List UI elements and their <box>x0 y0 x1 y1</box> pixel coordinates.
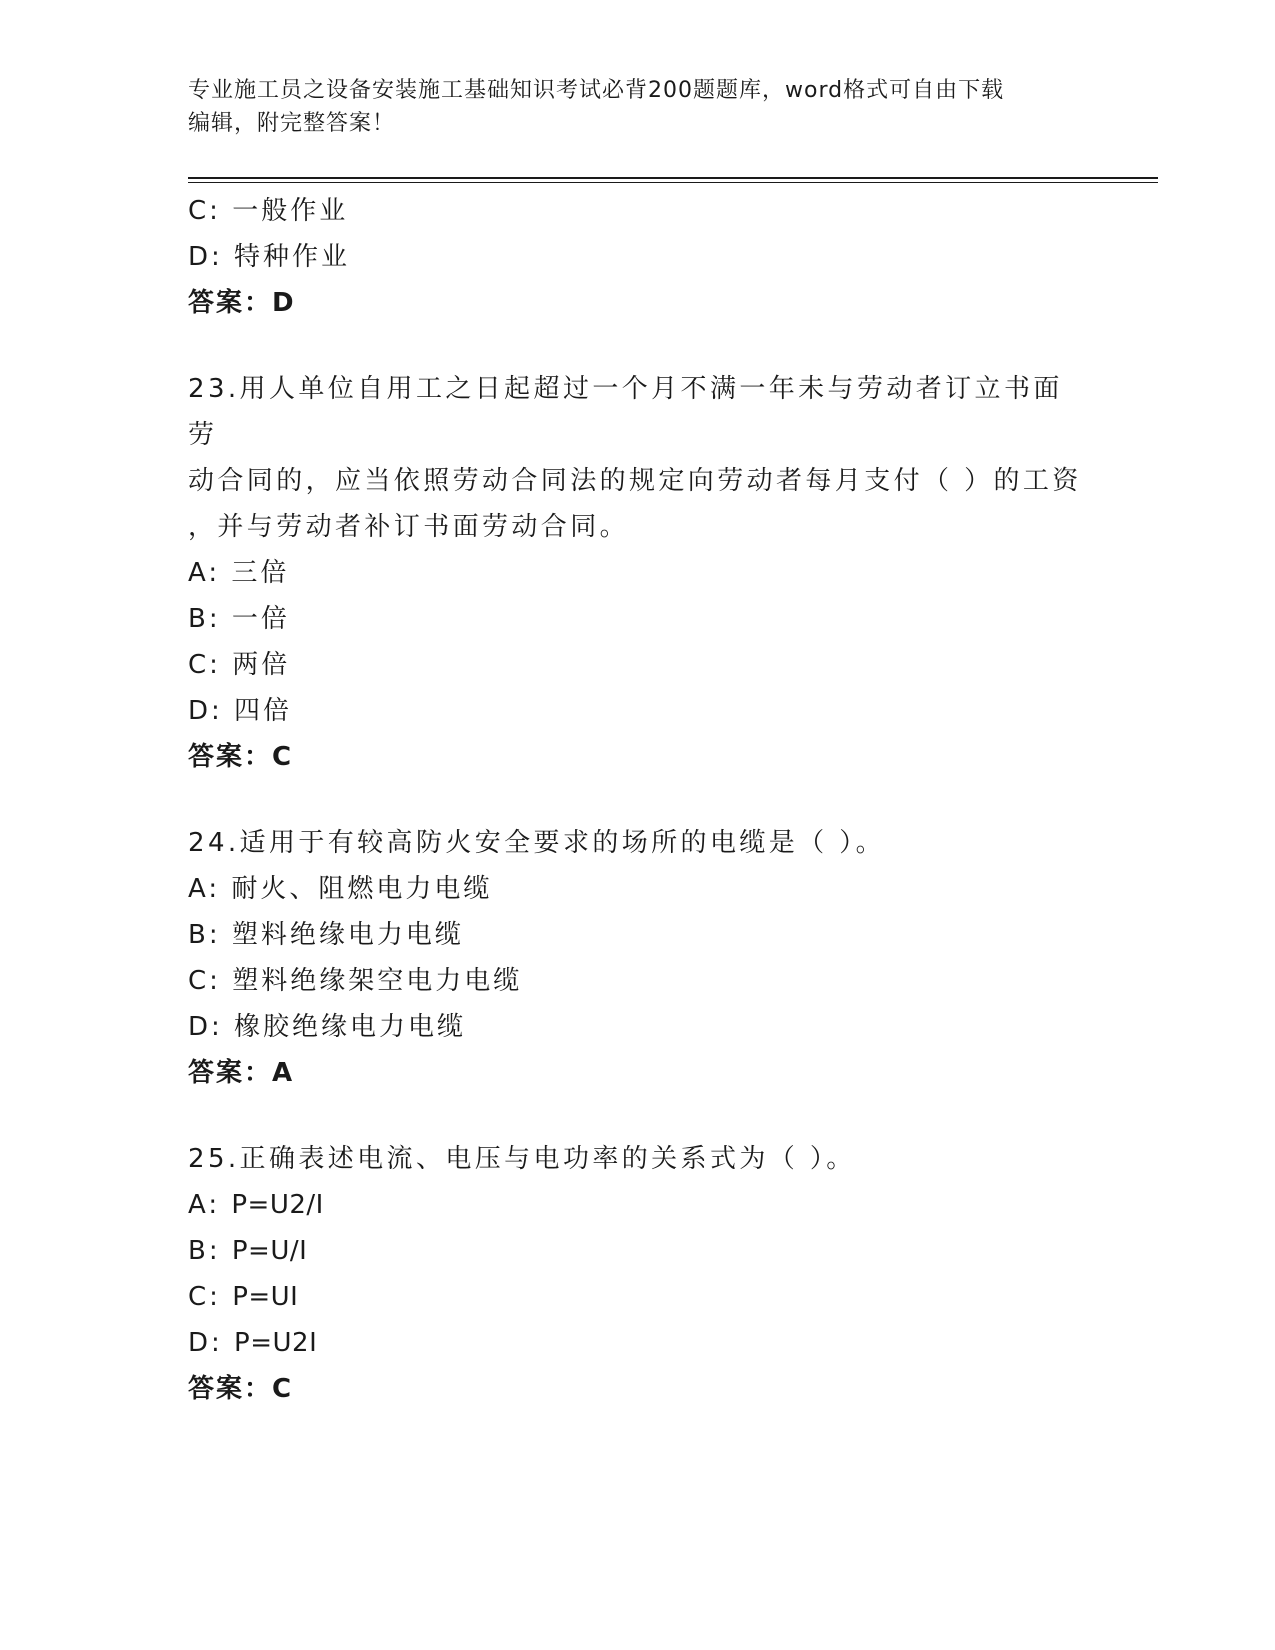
option-a <box>188 1182 1088 1228</box>
option-label: A: <box>188 558 221 588</box>
header-divider-thin <box>188 182 1158 183</box>
option-label: D: <box>188 696 223 726</box>
option-d <box>188 234 1088 280</box>
question-spacer <box>188 1096 1088 1136</box>
option-b <box>188 912 1088 958</box>
option-label: C: <box>188 650 221 680</box>
question-22-continued <box>188 188 1088 326</box>
answer-line: 答案：A <box>188 1058 295 1088</box>
option-text: 耐火、阻燃电力电缆 <box>231 874 493 904</box>
option-text: 塑料绝缘架空电力电缆 <box>232 966 523 996</box>
option-text: 塑料绝缘电力电缆 <box>231 920 464 950</box>
option-text: P=U/I <box>231 1236 308 1266</box>
option-text: 特种作业 <box>234 242 351 272</box>
option-c <box>188 642 1088 688</box>
option-label: A: <box>188 1190 221 1220</box>
question-stem-line: 24.适用于有较高防火安全要求的场所的电缆是（ ）。 <box>188 828 886 858</box>
option-a <box>188 866 1088 912</box>
question-stem-line: 25.正确表述电流、电压与电功率的关系式为（ ）。 <box>188 1144 856 1174</box>
option-text: P=U2/I <box>231 1190 324 1220</box>
option-label: B: <box>188 604 221 634</box>
option-label: C: <box>188 966 221 996</box>
option-c <box>188 1274 1088 1320</box>
option-b <box>188 1228 1088 1274</box>
header-title-line-2: 编辑，附完整答案！ <box>188 111 396 136</box>
answer-line: 答案：C <box>188 742 294 772</box>
document-header <box>188 74 1088 140</box>
option-d <box>188 688 1088 734</box>
option-text: 三倍 <box>231 558 290 588</box>
question-spacer <box>188 780 1088 820</box>
option-label: D: <box>188 1328 223 1358</box>
question-stem-line: 动合同的，应当依照劳动合同法的规定向劳动者每月支付（ ）的工资 <box>188 466 1082 496</box>
option-label: A: <box>188 874 221 904</box>
question-spacer <box>188 326 1088 366</box>
question-25 <box>188 1136 1088 1412</box>
question-stem-line: 23.用人单位自用工之日起超过一个月不满一年未与劳动者订立书面劳 <box>188 374 1063 450</box>
option-label: D: <box>188 1012 223 1042</box>
option-text: 两倍 <box>232 650 291 680</box>
option-label: B: <box>188 1236 221 1266</box>
option-d <box>188 1320 1088 1366</box>
question-stem-line: ，并与劳动者补订书面劳动合同。 <box>188 512 630 542</box>
option-text: 橡胶绝缘电力电缆 <box>234 1012 467 1042</box>
option-b <box>188 596 1088 642</box>
option-text: 四倍 <box>234 696 293 726</box>
option-c <box>188 188 1088 234</box>
option-c <box>188 958 1088 1004</box>
option-text: 一倍 <box>231 604 290 634</box>
option-label: B: <box>188 920 221 950</box>
header-title-line-1: 专业施工员之设备安装施工基础知识考试必背200题题库，word格式可自由下载 <box>188 78 1005 103</box>
header-divider-thick <box>188 177 1158 179</box>
option-text: 一般作业 <box>232 196 349 226</box>
option-a <box>188 550 1088 596</box>
option-d <box>188 1004 1088 1050</box>
question-list <box>188 188 1088 1412</box>
answer-line: 答案：C <box>188 1374 294 1404</box>
option-text: P=UI <box>232 1282 299 1312</box>
option-label: C: <box>188 196 221 226</box>
document-page <box>188 0 1158 1650</box>
option-label: D: <box>188 242 223 272</box>
question-24 <box>188 820 1088 1096</box>
option-label: C: <box>188 1282 221 1312</box>
question-23 <box>188 366 1088 780</box>
answer-line: 答案：D <box>188 288 296 318</box>
option-text: P=U2I <box>234 1328 318 1358</box>
